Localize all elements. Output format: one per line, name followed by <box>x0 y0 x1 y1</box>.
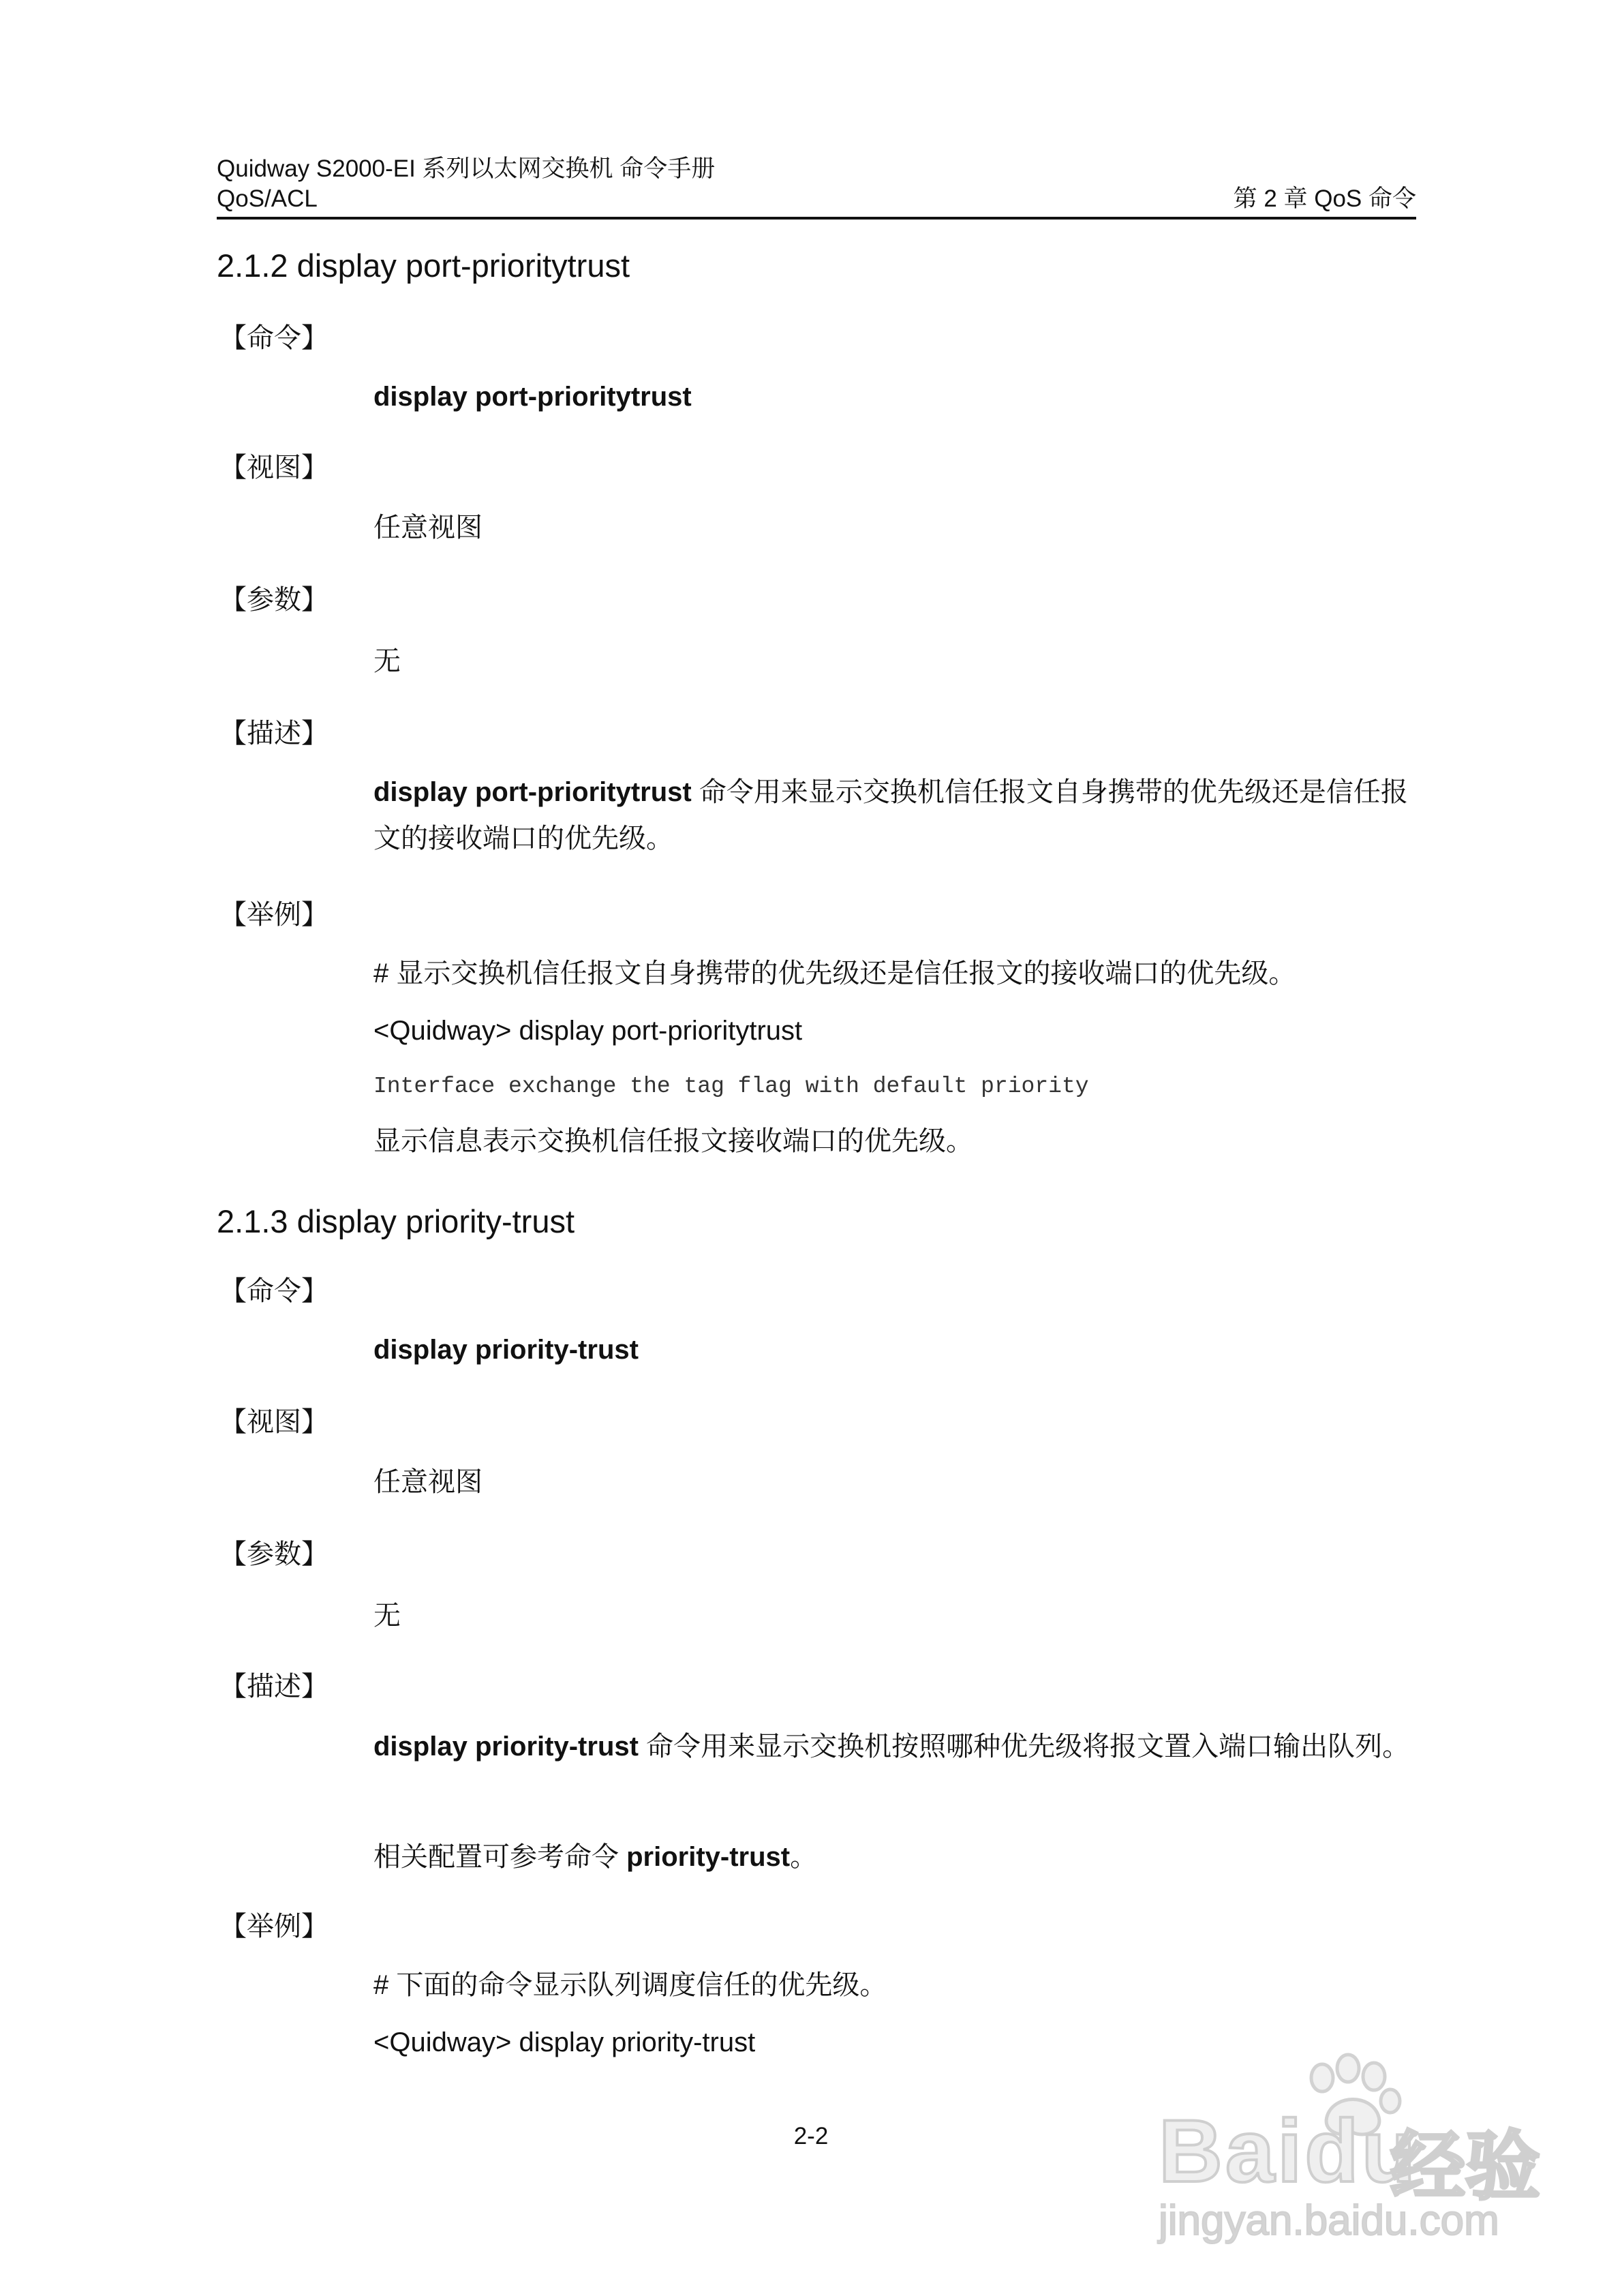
related-command: priority-trust <box>626 1842 791 1872</box>
description-command: display port-prioritytrust <box>373 777 692 807</box>
header-title: Quidway S2000-EI 系列以太网交换机 命令手册 <box>217 155 716 182</box>
watermark-url: jingyan.baidu.com <box>1159 2197 1499 2244</box>
description-text: 命令用来显示交换机信任报文自身携带的优先级还是信任报文的接收端口的优先级。 <box>373 777 1408 854</box>
params-value: 无 <box>373 646 401 676</box>
view-value: 任意视图 <box>373 1467 483 1497</box>
description-text: 命令用来显示交换机按照哪种优先级将报文置入端口输出队列。 <box>638 1732 1410 1762</box>
example-comment: # 显示交换机信任报文自身携带的优先级还是信任报文的接收端口的优先级。 <box>373 958 1296 988</box>
description-paragraph <box>373 1723 1416 1770</box>
example-prompt: <Quidway> display priority-trust <box>373 2027 756 2057</box>
desc-label: 【描述】 <box>219 1672 328 1702</box>
watermark-product: 经验 <box>1390 2125 1540 2209</box>
view-label: 【视图】 <box>219 1407 328 1437</box>
description-paragraph <box>373 769 1416 862</box>
params-label: 【参数】 <box>219 585 328 615</box>
related-paragraph <box>373 1834 1416 1880</box>
header-chapter: 第 2 章 QoS 命令 <box>1233 185 1416 212</box>
section-title-2-1-3: 2.1.3 display priority-trust <box>217 1203 575 1239</box>
command-label: 【命令】 <box>219 1276 328 1306</box>
params-value: 无 <box>373 1601 401 1631</box>
section-title-2-1-2: 2.1.2 display port-prioritytrust <box>217 247 630 284</box>
header-rule <box>217 217 1416 220</box>
example-comment: # 下面的命令显示队列调度信任的优先级。 <box>373 1970 887 2000</box>
command-label: 【命令】 <box>219 323 328 353</box>
header-subtitle: QoS/ACL <box>217 185 318 212</box>
example-label: 【举例】 <box>219 900 328 930</box>
params-label: 【参数】 <box>219 1539 328 1569</box>
desc-label: 【描述】 <box>219 719 328 749</box>
command-syntax: display port-prioritytrust <box>373 382 692 412</box>
view-value: 任意视图 <box>373 513 483 543</box>
view-label: 【视图】 <box>219 453 328 483</box>
watermark-brand: Baidu <box>1159 2101 1419 2201</box>
example-output: Interface exchange the tag flag with default priority <box>373 1074 1089 1099</box>
description-command: display priority-trust <box>373 1732 639 1762</box>
example-label: 【举例】 <box>219 1912 328 1942</box>
command-syntax: display priority-trust <box>373 1335 639 1365</box>
example-prompt: <Quidway> display port-prioritytrust <box>373 1016 803 1046</box>
example-note: 显示信息表示交换机信任报文接收端口的优先级。 <box>373 1126 973 1156</box>
page-number: 2-2 <box>793 2123 829 2149</box>
related-prefix: 相关配置可参考命令 <box>373 1842 627 1872</box>
related-suffix: 。 <box>790 1842 818 1872</box>
